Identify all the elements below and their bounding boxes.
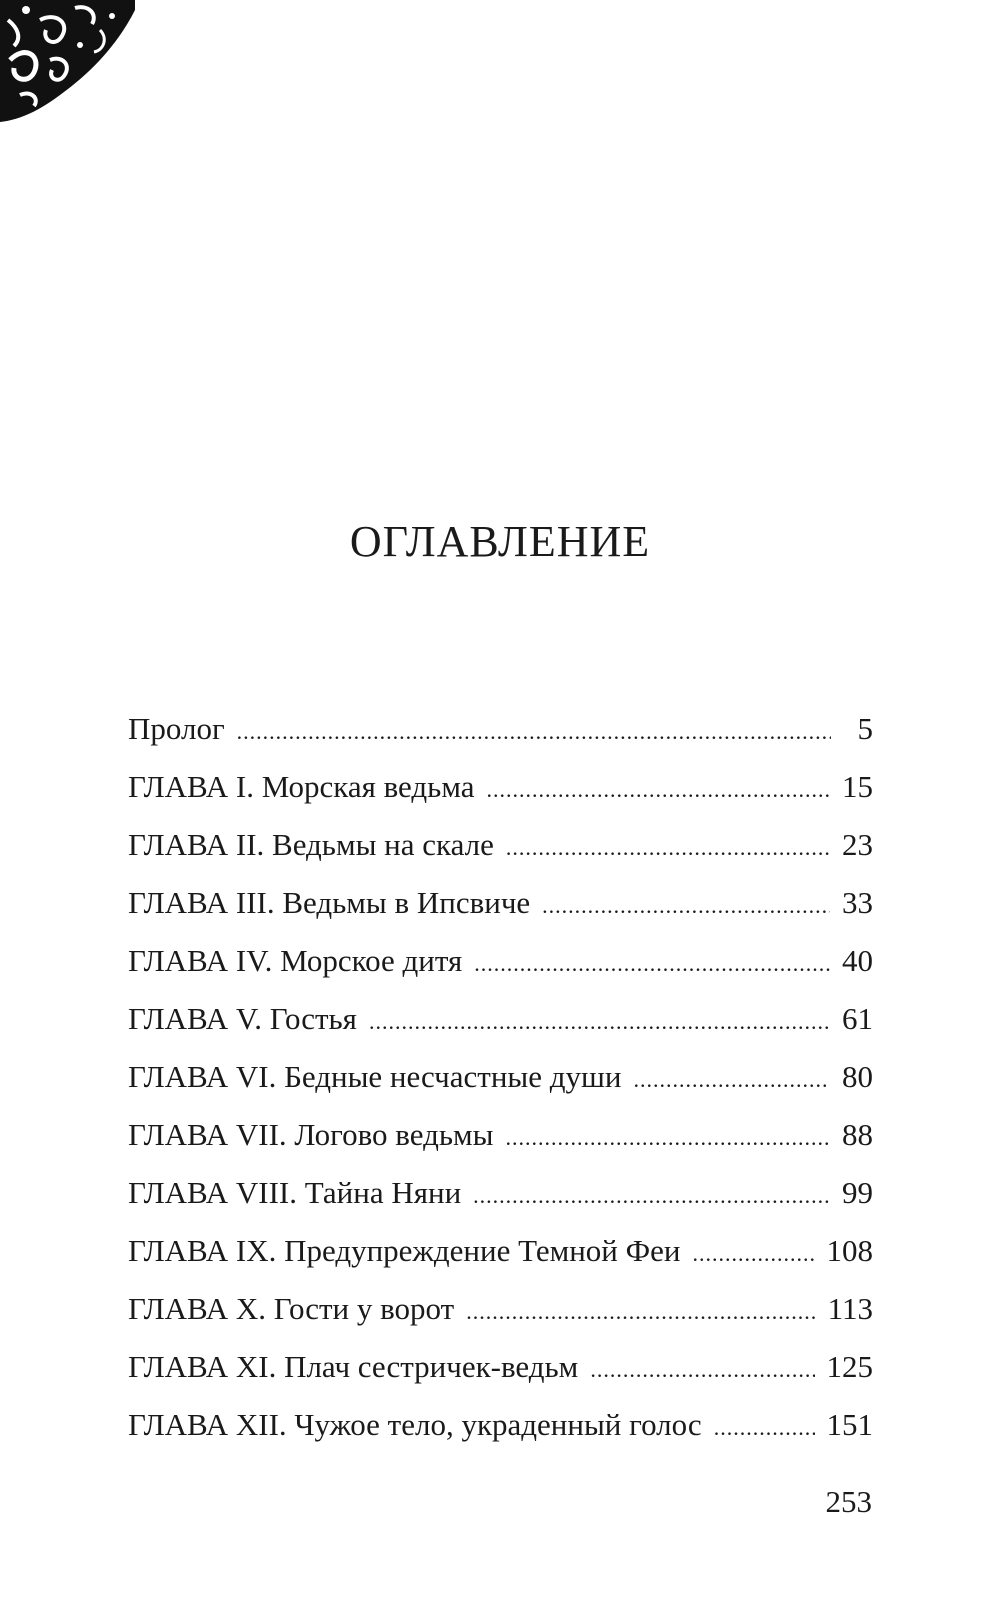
page-title: ОГЛАВЛЕНИЕ (349, 517, 651, 566)
toc-entry (128, 1280, 873, 1338)
toc-entry-page: 113 (827, 1291, 873, 1326)
toc-entry (128, 1048, 873, 1106)
toc-entry-page: 33 (842, 885, 873, 920)
toc-entry-page: 15 (842, 769, 873, 804)
toc-leader-dots (634, 1051, 830, 1109)
toc-entry-label: ГЛАВА II. Ведьмы на скале (128, 827, 494, 862)
toc-entry (128, 932, 873, 990)
toc-entry (128, 1164, 873, 1222)
toc-entry-label: ГЛАВА V. Гостья (128, 1001, 357, 1036)
toc-leader-dots (486, 761, 830, 819)
toc-entry (128, 1222, 873, 1280)
toc-leader-dots (473, 1167, 830, 1225)
page-number: 253 (825, 1484, 872, 1519)
toc-entry (128, 1338, 873, 1396)
toc-leader-dots (466, 1283, 815, 1341)
toc-entry-page: 108 (826, 1233, 873, 1268)
toc-entry-label: ГЛАВА XII. Чужое тело, украденный голос (128, 1407, 702, 1442)
toc-leader-dots (505, 1109, 830, 1167)
toc-entry-label: ГЛАВА IV. Морское дитя (128, 943, 463, 978)
toc-entry-page: 80 (842, 1059, 873, 1094)
toc-entry-label: ГЛАВА VIII. Тайна Няни (128, 1175, 462, 1210)
toc-entry-page: 125 (826, 1349, 873, 1384)
toc-entry-label: ГЛАВА III. Ведьмы в Ипсвиче (128, 885, 531, 920)
toc-entry (128, 1106, 873, 1164)
toc-leader-dots (692, 1225, 814, 1283)
toc-leader-dots (590, 1341, 814, 1399)
toc-entry-page: 40 (842, 943, 873, 978)
toc-entry-label: ГЛАВА X. Гости у ворот (128, 1291, 455, 1326)
toc-entry (128, 1396, 873, 1454)
toc-entry-page: 88 (842, 1117, 873, 1152)
table-of-contents (128, 700, 873, 1454)
toc-entry (128, 758, 873, 816)
toc-entry-label: ГЛАВА VII. Логово ведьмы (128, 1117, 494, 1152)
toc-leader-dots (714, 1399, 815, 1457)
toc-entry-page: 61 (842, 1001, 873, 1036)
toc-entry-label: ГЛАВА XI. Плач сестричек-ведьм (128, 1349, 579, 1384)
toc-entry-page: 23 (842, 827, 873, 862)
toc-entry (128, 990, 873, 1048)
toc-entry-label: ГЛАВА I. Морская ведьма (128, 769, 475, 804)
toc-entry-page: 151 (826, 1407, 873, 1442)
toc-entry-page: 5 (857, 711, 873, 746)
toc-leader-dots (369, 993, 830, 1051)
toc-entry (128, 816, 873, 874)
toc-leader-dots (237, 703, 831, 761)
toc-leader-dots (474, 935, 830, 993)
floral-ornament-icon (0, 0, 135, 125)
toc-entry-label: ГЛАВА VI. Бедные несчастные души (128, 1059, 622, 1094)
toc-entry (128, 700, 873, 758)
toc-entry-page: 99 (842, 1175, 873, 1210)
toc-leader-dots (506, 819, 830, 877)
toc-entry-label: Пролог (128, 711, 225, 746)
toc-leader-dots (542, 877, 830, 935)
toc-entry-label: ГЛАВА IX. Предупреждение Темной Феи (128, 1233, 681, 1268)
toc-entry (128, 874, 873, 932)
